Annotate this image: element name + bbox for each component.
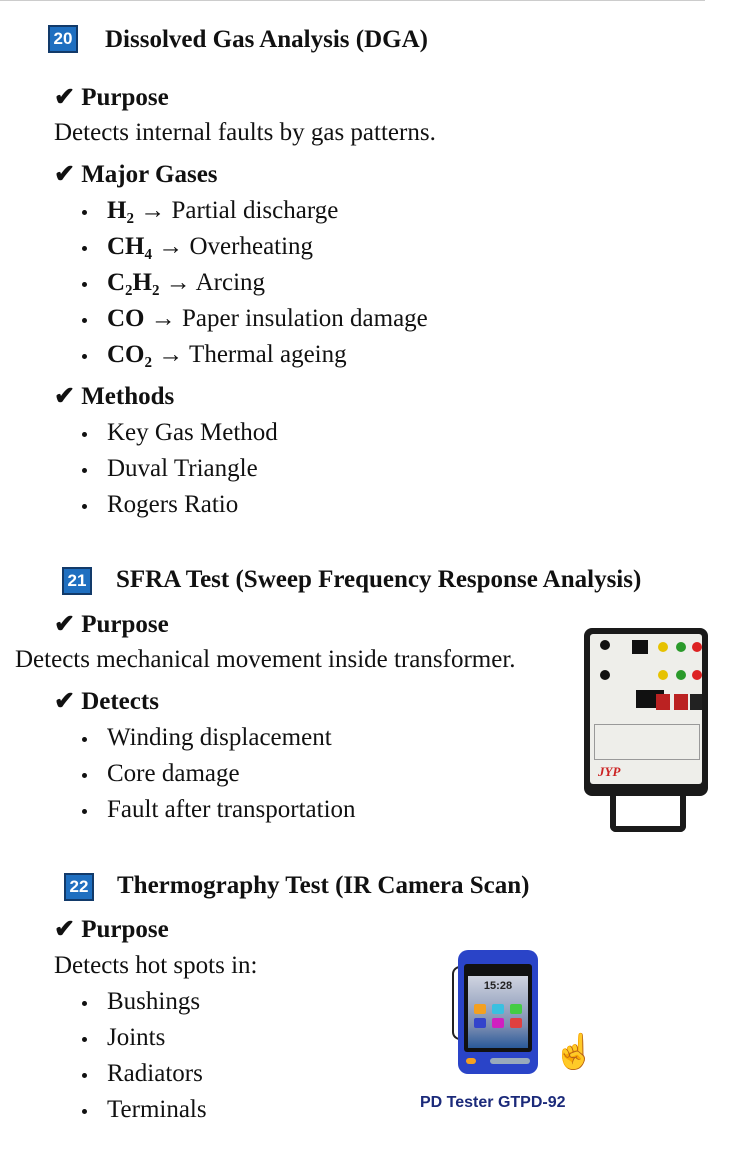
list-item: Winding displacement (82, 724, 332, 752)
list-item: Key Gas Method (82, 419, 278, 447)
brand-label: JYP (598, 764, 621, 779)
list-item: CO → Paper insulation damage (82, 305, 428, 333)
list-item: Terminals (82, 1096, 207, 1124)
section-number-badge: 21 (62, 567, 92, 595)
list-item: Bushings (82, 988, 200, 1016)
purpose-heading: ✔ Purpose (54, 84, 169, 111)
major-gases-heading: ✔ Major Gases (54, 161, 218, 188)
list-item: Core damage (82, 760, 240, 788)
purpose-text: Detects internal faults by gas patterns. (54, 119, 436, 146)
purpose-text: Detects mechanical movement inside transformer. (15, 646, 516, 673)
purpose-heading: ✔ Purpose (54, 611, 169, 638)
section-number-badge: 20 (48, 25, 78, 53)
section-title: SFRA Test (Sweep Frequency Response Analysis) (116, 566, 642, 593)
list-item: CO₂ → Thermal ageing (82, 341, 347, 369)
detects-heading: ✔ Detects (54, 688, 159, 715)
list-item: Joints (82, 1024, 165, 1052)
purpose-heading: ✔ Purpose (54, 916, 169, 943)
list-item: Radiators (82, 1060, 203, 1088)
section-title: Dissolved Gas Analysis (DGA) (105, 26, 428, 53)
pointing-hand-icon: ☝ (553, 1034, 596, 1071)
screen-time: 15:28 (483, 980, 513, 992)
pd-tester-image[interactable] (452, 950, 538, 1074)
list-item: C₂H₂ → Arcing (82, 269, 265, 297)
list-item: CH₄ → Overheating (82, 233, 313, 261)
section-number-badge: 22 (64, 873, 94, 901)
methods-heading: ✔ Methods (54, 383, 175, 410)
list-item: Duval Triangle (82, 455, 258, 483)
purpose-text: Detects hot spots in: (54, 952, 258, 979)
divider (0, 0, 705, 1)
list-item: Fault after transportation (82, 796, 356, 824)
list-item: Rogers Ratio (82, 491, 238, 519)
section-title: Thermography Test (IR Camera Scan) (117, 872, 530, 899)
device-caption: PD Tester GTPD-92 (420, 1094, 566, 1111)
sfra-tester-image (580, 628, 712, 833)
list-item: H₂ → Partial discharge (82, 197, 338, 225)
